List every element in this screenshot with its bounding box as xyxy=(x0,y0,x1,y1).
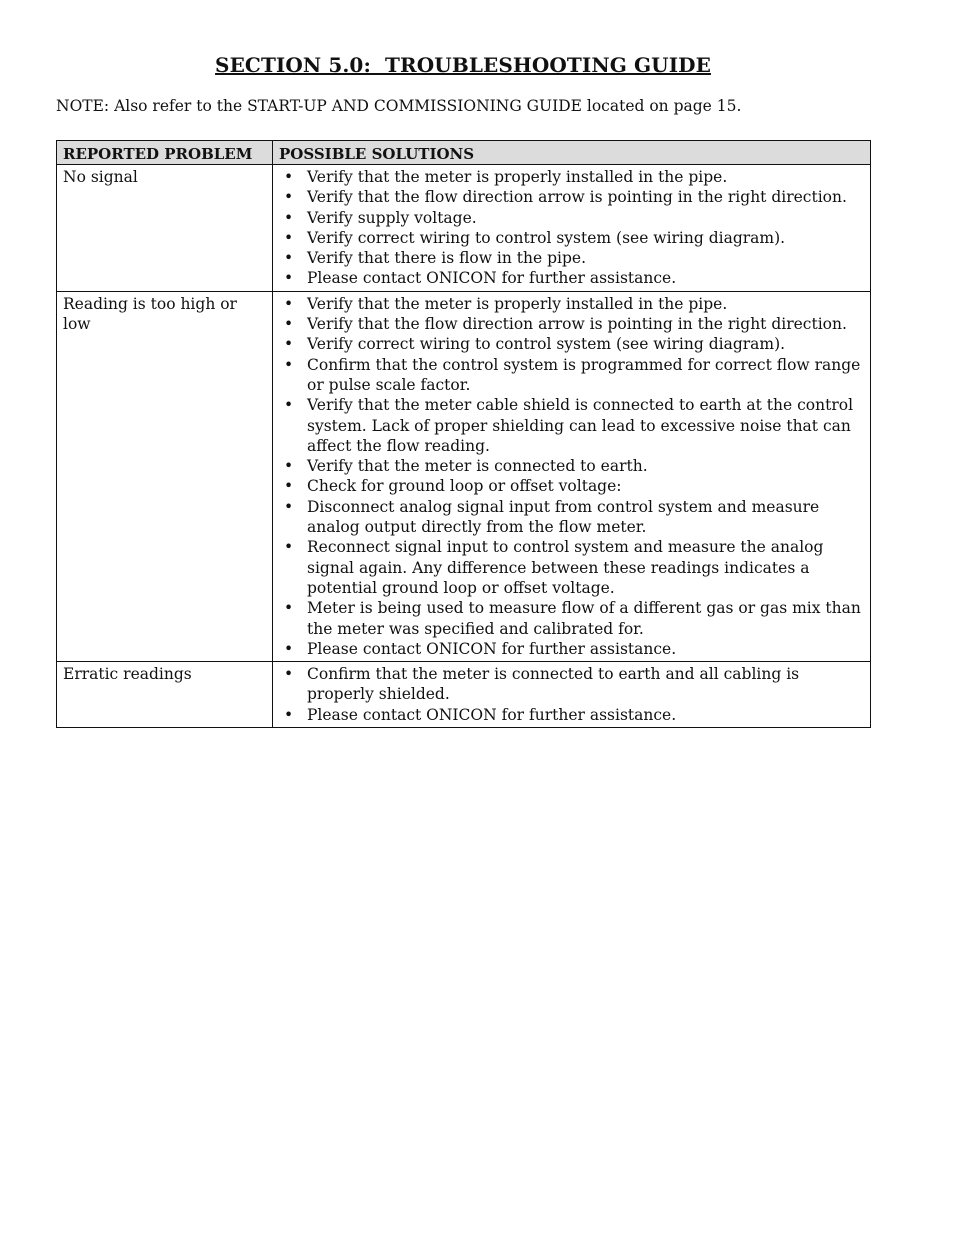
header-reported-problem: REPORTED PROBLEM xyxy=(57,141,273,165)
list-item: • Verify that the flow direction arrow is pointing in the right direction. xyxy=(279,314,864,334)
table-header-row xyxy=(57,141,871,165)
list-item: • Verify that the meter cable shield is connected to earth at the control system. Lack of proper shielding can lead to excessive noise that can affect the flow reading. xyxy=(279,395,864,456)
note-text: NOTE: Also refer to the START-UP AND COMMISSIONING GUIDE located on page 15. xyxy=(56,97,742,115)
list-item: • Confirm that the control system is programmed for correct flow range or pulse scale factor. xyxy=(279,355,864,396)
list-item: • Verify supply voltage. xyxy=(279,208,864,228)
list-item: • Please contact ONICON for further assistance. xyxy=(279,639,864,659)
table-row xyxy=(57,662,871,728)
table-row xyxy=(57,165,871,292)
list-item: • Verify that the meter is properly installed in the pipe. xyxy=(279,167,864,187)
list-item: • Reconnect signal input to control system and measure the analog signal again. Any difference between these readings indicates a potential ground loop or offset voltage. xyxy=(279,537,864,598)
list-item: • Check for ground loop or offset voltage: xyxy=(279,476,864,496)
list-item: • Meter is being used to measure flow of a different gas or gas mix than the meter was specified and calibrated for. xyxy=(279,598,864,639)
list-item: • Verify correct wiring to control system (see wiring diagram). xyxy=(279,334,864,354)
troubleshooting-table xyxy=(56,140,871,728)
list-item: • Confirm that the meter is connected to earth and all cabling is properly shielded. xyxy=(279,664,864,705)
table-row xyxy=(57,291,871,661)
solutions-cell xyxy=(273,291,871,661)
list-item: • Verify that the meter is properly installed in the pipe. xyxy=(279,294,864,314)
list-item: • Disconnect analog signal input from control system and measure analog output directly from the flow meter. xyxy=(279,497,864,538)
solutions-list xyxy=(279,294,864,659)
list-item: • Verify that there is flow in the pipe. xyxy=(279,248,864,268)
problem-cell: No signal xyxy=(57,165,273,292)
page-title: SECTION 5.0: TROUBLESHOOTING GUIDE xyxy=(215,53,711,77)
header-possible-solutions: POSSIBLE SOLUTIONS xyxy=(273,141,871,165)
list-item: • Verify that the meter is connected to earth. xyxy=(279,456,864,476)
list-item: • Please contact ONICON for further assistance. xyxy=(279,268,864,288)
list-item: • Verify correct wiring to control system (see wiring diagram). xyxy=(279,228,864,248)
problem-cell: Reading is too high or low xyxy=(57,291,273,661)
solutions-cell xyxy=(273,662,871,728)
solutions-list xyxy=(279,167,864,289)
list-item: • Please contact ONICON for further assistance. xyxy=(279,705,864,725)
list-item: • Verify that the flow direction arrow is pointing in the right direction. xyxy=(279,187,864,207)
solutions-cell xyxy=(273,165,871,292)
solutions-list xyxy=(279,664,864,725)
problem-cell: Erratic readings xyxy=(57,662,273,728)
